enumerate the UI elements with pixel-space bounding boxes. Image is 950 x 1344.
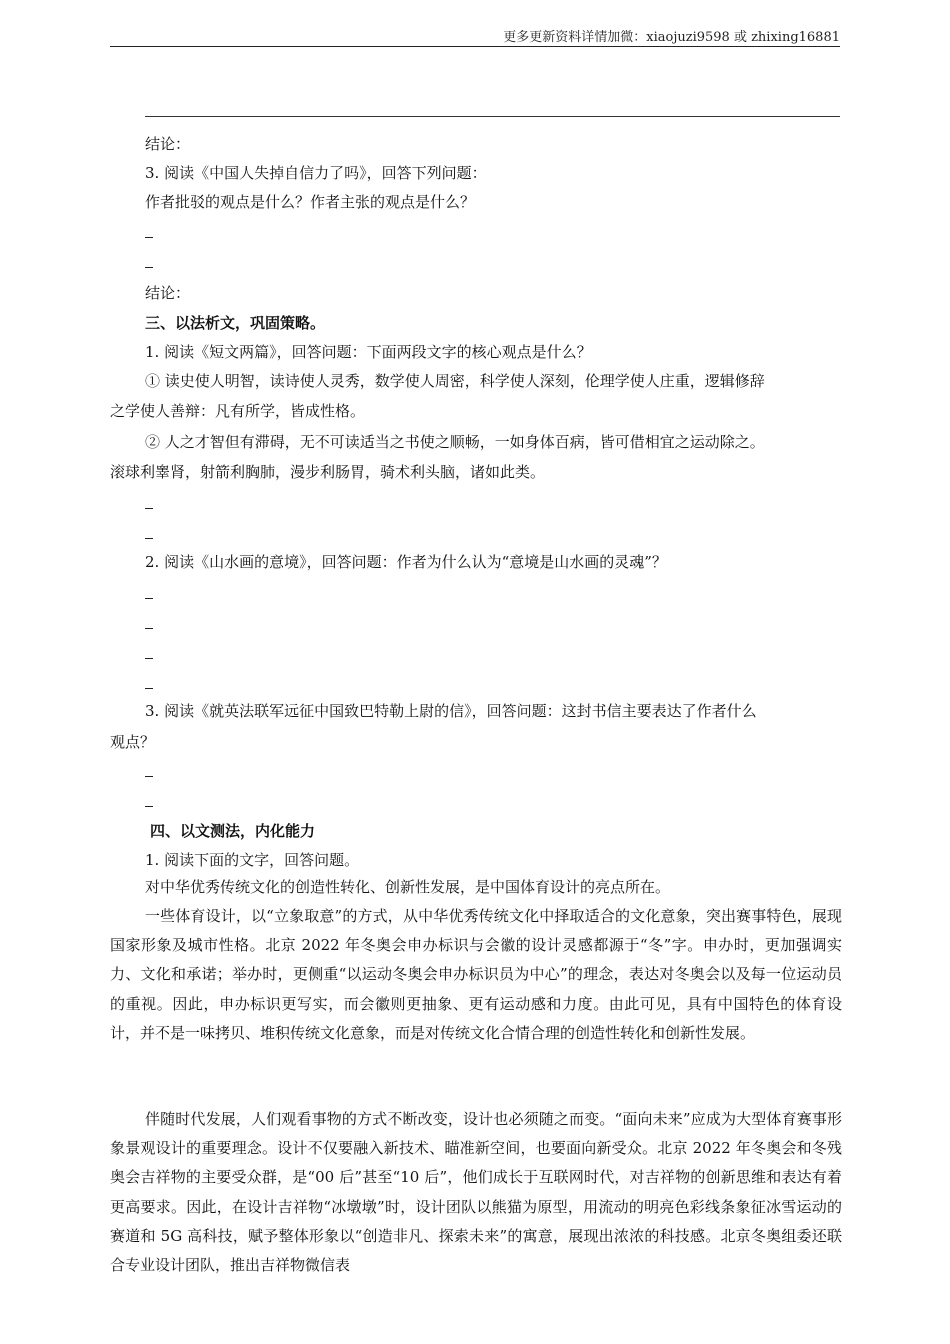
- conclusion-label: 结论：: [145, 135, 191, 153]
- answer-line: [145, 116, 840, 117]
- answer-blank[interactable]: [145, 538, 153, 539]
- s3-question-3-cont: 观点？: [110, 733, 156, 751]
- answer-blank[interactable]: [145, 806, 153, 807]
- section-4-heading: 四、以文测法，内化能力: [150, 822, 316, 840]
- s4-passage-paragraph-3: 伴随时代发展，人们观看事物的方式不断改变，设计也必须随之而变。“面向未来”应成为大型体育赛事形象景观设计的重要理念。设计不仅要融入新技术、瞄准新空间，也要面向新受众。北京 2022 年冬奥会和冬残奥会吉祥物的主要受众群，是“00 后”甚至“10 后”，他们成长于互联网时代，对吉祥物的创新思维和表达有着更高要求。因此，在设计吉祥物“冰墩墩”时，设计团队以熊猫为原型，用流动的明亮色彩线条象征冰雪运动的赛道和 5G 高科技，赋予整体形象以“创造非凡、探索未来”的寓意，展现出浓浓的科技感。北京冬奥组委还联合专业设计团队，推出吉祥物微信表: [110, 1110, 842, 1275]
- s3-question-1: 1. 阅读《短文两篇》，回答问题：下面两段文字的核心观点是什么？: [145, 343, 592, 361]
- header-contact-text: 更多更新资料详情加微：xiaojuzi9598 或 zhixing16881: [503, 30, 840, 45]
- question-3-prompt: 作者批驳的观点是什么？作者主张的观点是什么？: [145, 193, 476, 211]
- s3-q1-passage-1: ① 读史使人明智，读诗使人灵秀，数学使人周密，科学使人深刻，伦理学使人庄重，逻辑修辞: [145, 372, 765, 390]
- answer-blank[interactable]: [145, 776, 153, 777]
- s3-q1-passage-1-cont: 之学使人善辩：凡有所学，皆成性格。: [110, 402, 366, 420]
- answer-blank[interactable]: [145, 508, 153, 509]
- answer-blank[interactable]: [145, 267, 153, 268]
- answer-blank[interactable]: [145, 658, 153, 659]
- s3-q1-passage-2-cont: 滚球利睾肾，射箭利胸肺，漫步利肠胃，骑术利头脑，诸如此类。: [110, 463, 546, 481]
- question-3: 3. 阅读《中国人失掉自信力了吗》，回答下列问题：: [145, 164, 487, 182]
- conclusion-label: 结论：: [145, 284, 191, 302]
- page-header: [110, 22, 840, 47]
- answer-blank[interactable]: [145, 688, 153, 689]
- answer-blank[interactable]: [145, 598, 153, 599]
- s4-question-1: 1. 阅读下面的文字，回答问题。: [145, 851, 360, 869]
- s3-question-3: 3. 阅读《就英法联军远征中国致巴特勒上尉的信》，回答问题：这封书信主要表达了作者什么: [145, 702, 757, 720]
- s3-question-2: 2. 阅读《山水画的意境》，回答问题：作者为什么认为“意境是山水画的灵魂”？: [145, 553, 667, 571]
- s4-passage-intro: 对中华优秀传统文化的创造性转化、创新性发展，是中国体育设计的亮点所在。: [145, 878, 671, 896]
- s4-passage-paragraph-2: 一些体育设计，以“立象取意”的方式，从中华优秀传统文化中择取适合的文化意象，突出赛事特色，展现国家形象及城市性格。北京 2022 年冬奥会申办标识与会徽的设计灵感都源于“冬”字。申办时，更加强调实力、文化和承诺；举办时，更侧重“以运动冬奥会申办标识员为中心”的理念，表达对冬奥会以及每一位运动员的重视。因此，申办标识更写实，而会徽则更抽象、更有运动感和力度。由此可见，具有中国特色的体育设计，并不是一味拷贝、堆积传统文化意象，而是对传统文化合情合理的创造性转化和创新性发展。: [110, 907, 842, 1042]
- s3-q1-passage-2: ② 人之才智但有滞碍，无不可读适当之书使之顺畅，一如身体百病，皆可借相宜之运动除之。: [145, 433, 765, 451]
- section-3-heading: 三、以法析文，巩固策略。: [145, 314, 326, 332]
- answer-blank[interactable]: [145, 237, 153, 238]
- answer-blank[interactable]: [145, 628, 153, 629]
